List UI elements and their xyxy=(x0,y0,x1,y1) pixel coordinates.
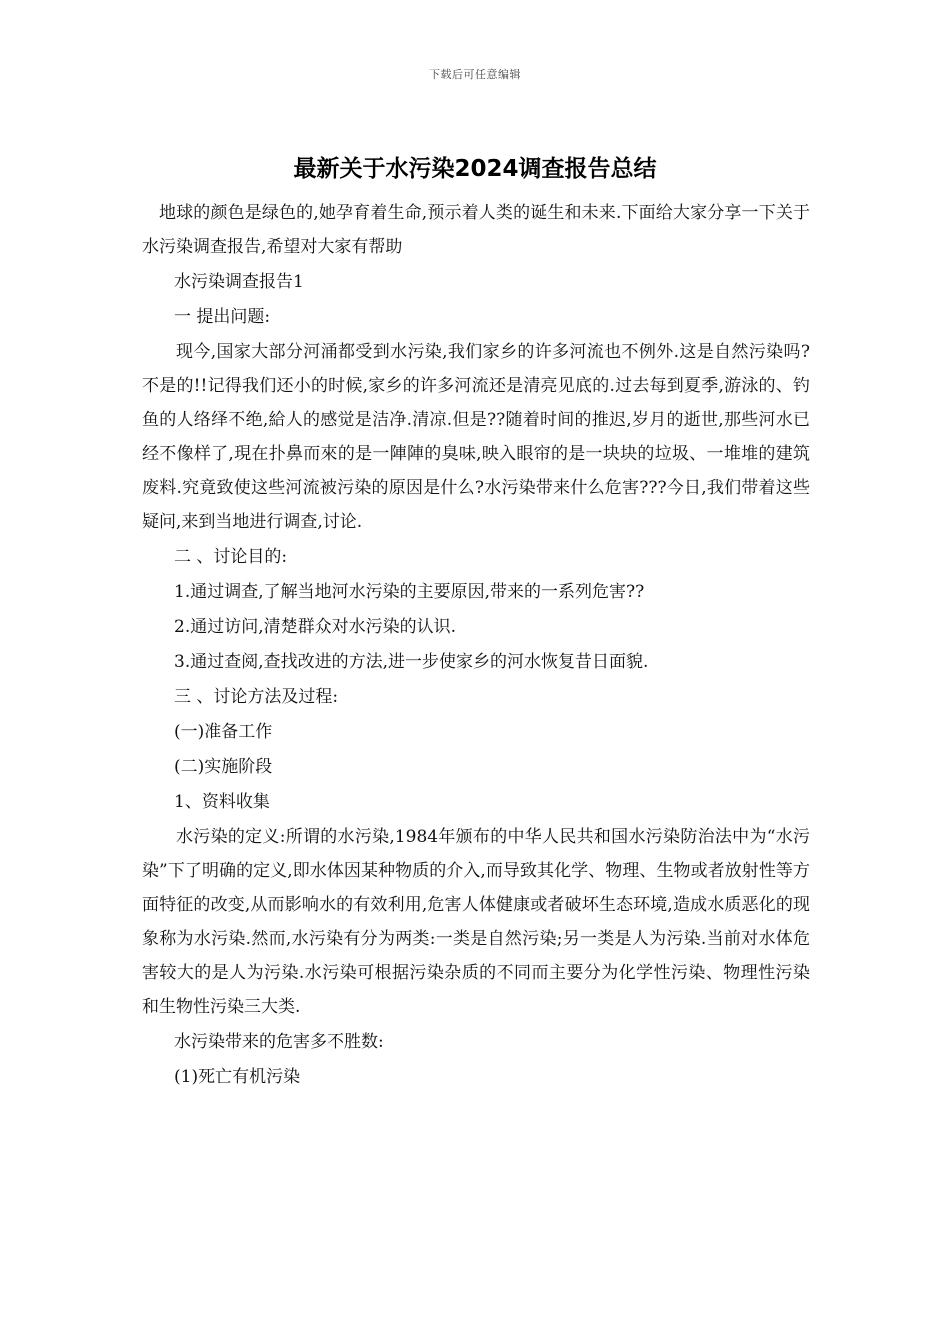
section-report-number: 水污染调查报告1 xyxy=(174,272,304,292)
paragraph-problem: 现今,国家大部分河涌都受到水污染,我们家乡的许多河流也不例外.这是自然污染吗?不是的!!记得我们还小的时候,家乡的许多河流还是清亮见底的.过去每到夏季,游泳的、钓鱼的人络绎不绝,給人的感觉是洁净.清凉.但是??随着时间的推迟,岁月的逝世,那些河水已经不像样了,現在扑鼻而來的是一陣陣的臭味,映入眼帘的是一块块的垃圾、一堆堆的建筑废料.究竟致使这些河流被污染的原因是什么?水污染带来什么危害???今日,我们带着这些疑问,来到当地进行调查,讨论. xyxy=(142,342,810,532)
list-item-harm-1: (1)死亡有机污染 xyxy=(174,1067,301,1087)
list-item-goal-1: 1.通过调查,了解当地河水污染的主要原因,带来的一系列危害?? xyxy=(174,582,645,602)
header-note: 下载后可任意编辑 xyxy=(429,68,521,81)
list-item-goal-2: 2.通过访问,清楚群众对水污染的认识. xyxy=(174,617,457,637)
section-heading-two: 二 、讨论目的: xyxy=(174,547,288,567)
paragraph-harms-intro: 水污染带来的危害多不胜数: xyxy=(174,1032,384,1052)
section-heading-one: 一 提出问题: xyxy=(174,307,271,327)
document-title: 最新关于水污染2024调查报告总结 xyxy=(293,156,657,182)
section-heading-three: 三 、讨论方法及过程: xyxy=(174,687,339,707)
paragraph-definition: 水污染的定义:所谓的水污染,1984年颁布的中华人民共和国水污染防治法中为“水污染”下了明确的定义,即水体因某种物质的介入,而导致其化学、物理、生物或者放射性等方面特征的改变,从而影响水的有效利用,危害人体健康或者破坏生态环境,造成水质恶化的现象称为水污染.然而,水污染有分为两类:一类是自然污染;另一类是人为污染.当前对水体危害较大的是人为污染.水污染可根据污染杂质的不同而主要分为化学性污染、物理性污染和生物性污染三大类. xyxy=(142,827,810,1017)
subheading-preparation: (一)准备工作 xyxy=(174,722,273,742)
subheading-implementation: (二)实施阶段 xyxy=(174,757,273,777)
document-body xyxy=(142,196,810,1095)
subheading-data-collection: 1、资料收集 xyxy=(174,792,270,812)
list-item-goal-3: 3.通过查阅,查找改进的方法,进一步使家乡的河水恢复昔日面貌. xyxy=(174,652,649,672)
paragraph-intro: 地球的颜色是绿色的,她孕育着生命,预示着人类的诞生和未来.下面给大家分享一下关于水污染调查报告,希望对大家有帮助 xyxy=(142,203,810,257)
